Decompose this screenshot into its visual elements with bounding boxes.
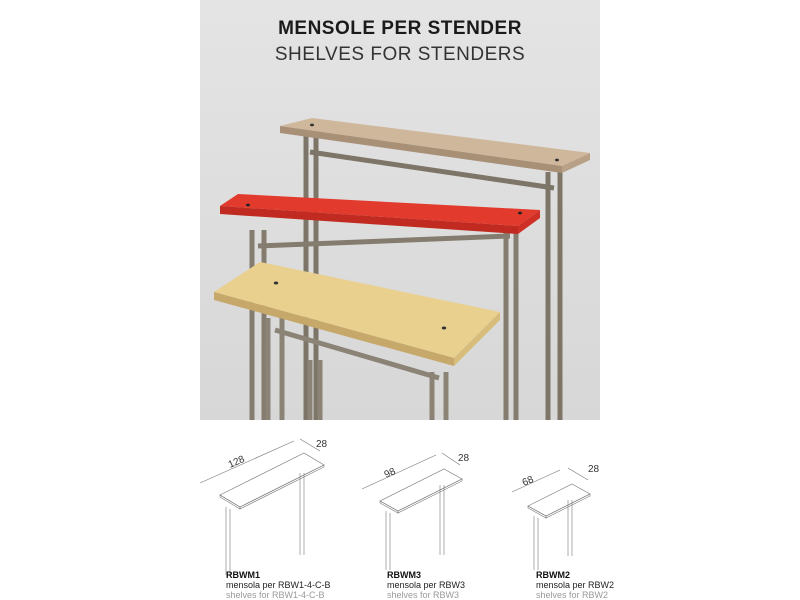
- product-desc-it: mensola per RBW2: [536, 580, 615, 590]
- product-caption-rbwm3: [387, 570, 465, 600]
- product-diagram-rbwm1: [196, 435, 346, 580]
- shelf-pine: [214, 262, 500, 366]
- width-dimension-label: 98: [382, 466, 398, 481]
- hero-panel: [200, 0, 600, 420]
- product-code: RBWM2: [536, 570, 570, 580]
- product-desc-en: shelves for RBW2: [536, 590, 609, 600]
- product-desc-en: shelves for RBW1-4-C-B: [226, 590, 325, 600]
- product-desc-en: shelves for RBW3: [387, 590, 460, 600]
- product-code: RBWM1: [226, 570, 260, 580]
- depth-dimension-label: 28: [316, 439, 328, 450]
- product-code: RBWM3: [387, 570, 421, 580]
- page-subtitle: SHELVES FOR STENDERS: [274, 44, 526, 65]
- shelf-oak: [280, 118, 590, 173]
- width-dimension-label: 128: [226, 453, 247, 471]
- depth-dimension-label: 28: [458, 453, 470, 464]
- product-diagram-rbwm2: [506, 460, 616, 575]
- width-dimension-label: 68: [520, 474, 536, 489]
- product-diagram-rbwm3: [356, 445, 486, 575]
- depth-dimension-label: 28: [588, 464, 600, 475]
- product-caption-rbwm2: [536, 570, 614, 600]
- page-title: MENSOLE PER STENDER: [278, 18, 522, 39]
- shelf-red: [220, 194, 540, 234]
- product-caption-rbwm1: [226, 570, 331, 600]
- product-desc-it: mensola per RBW3: [387, 580, 466, 590]
- product-desc-it: mensola per RBW1-4-C-B: [226, 580, 331, 590]
